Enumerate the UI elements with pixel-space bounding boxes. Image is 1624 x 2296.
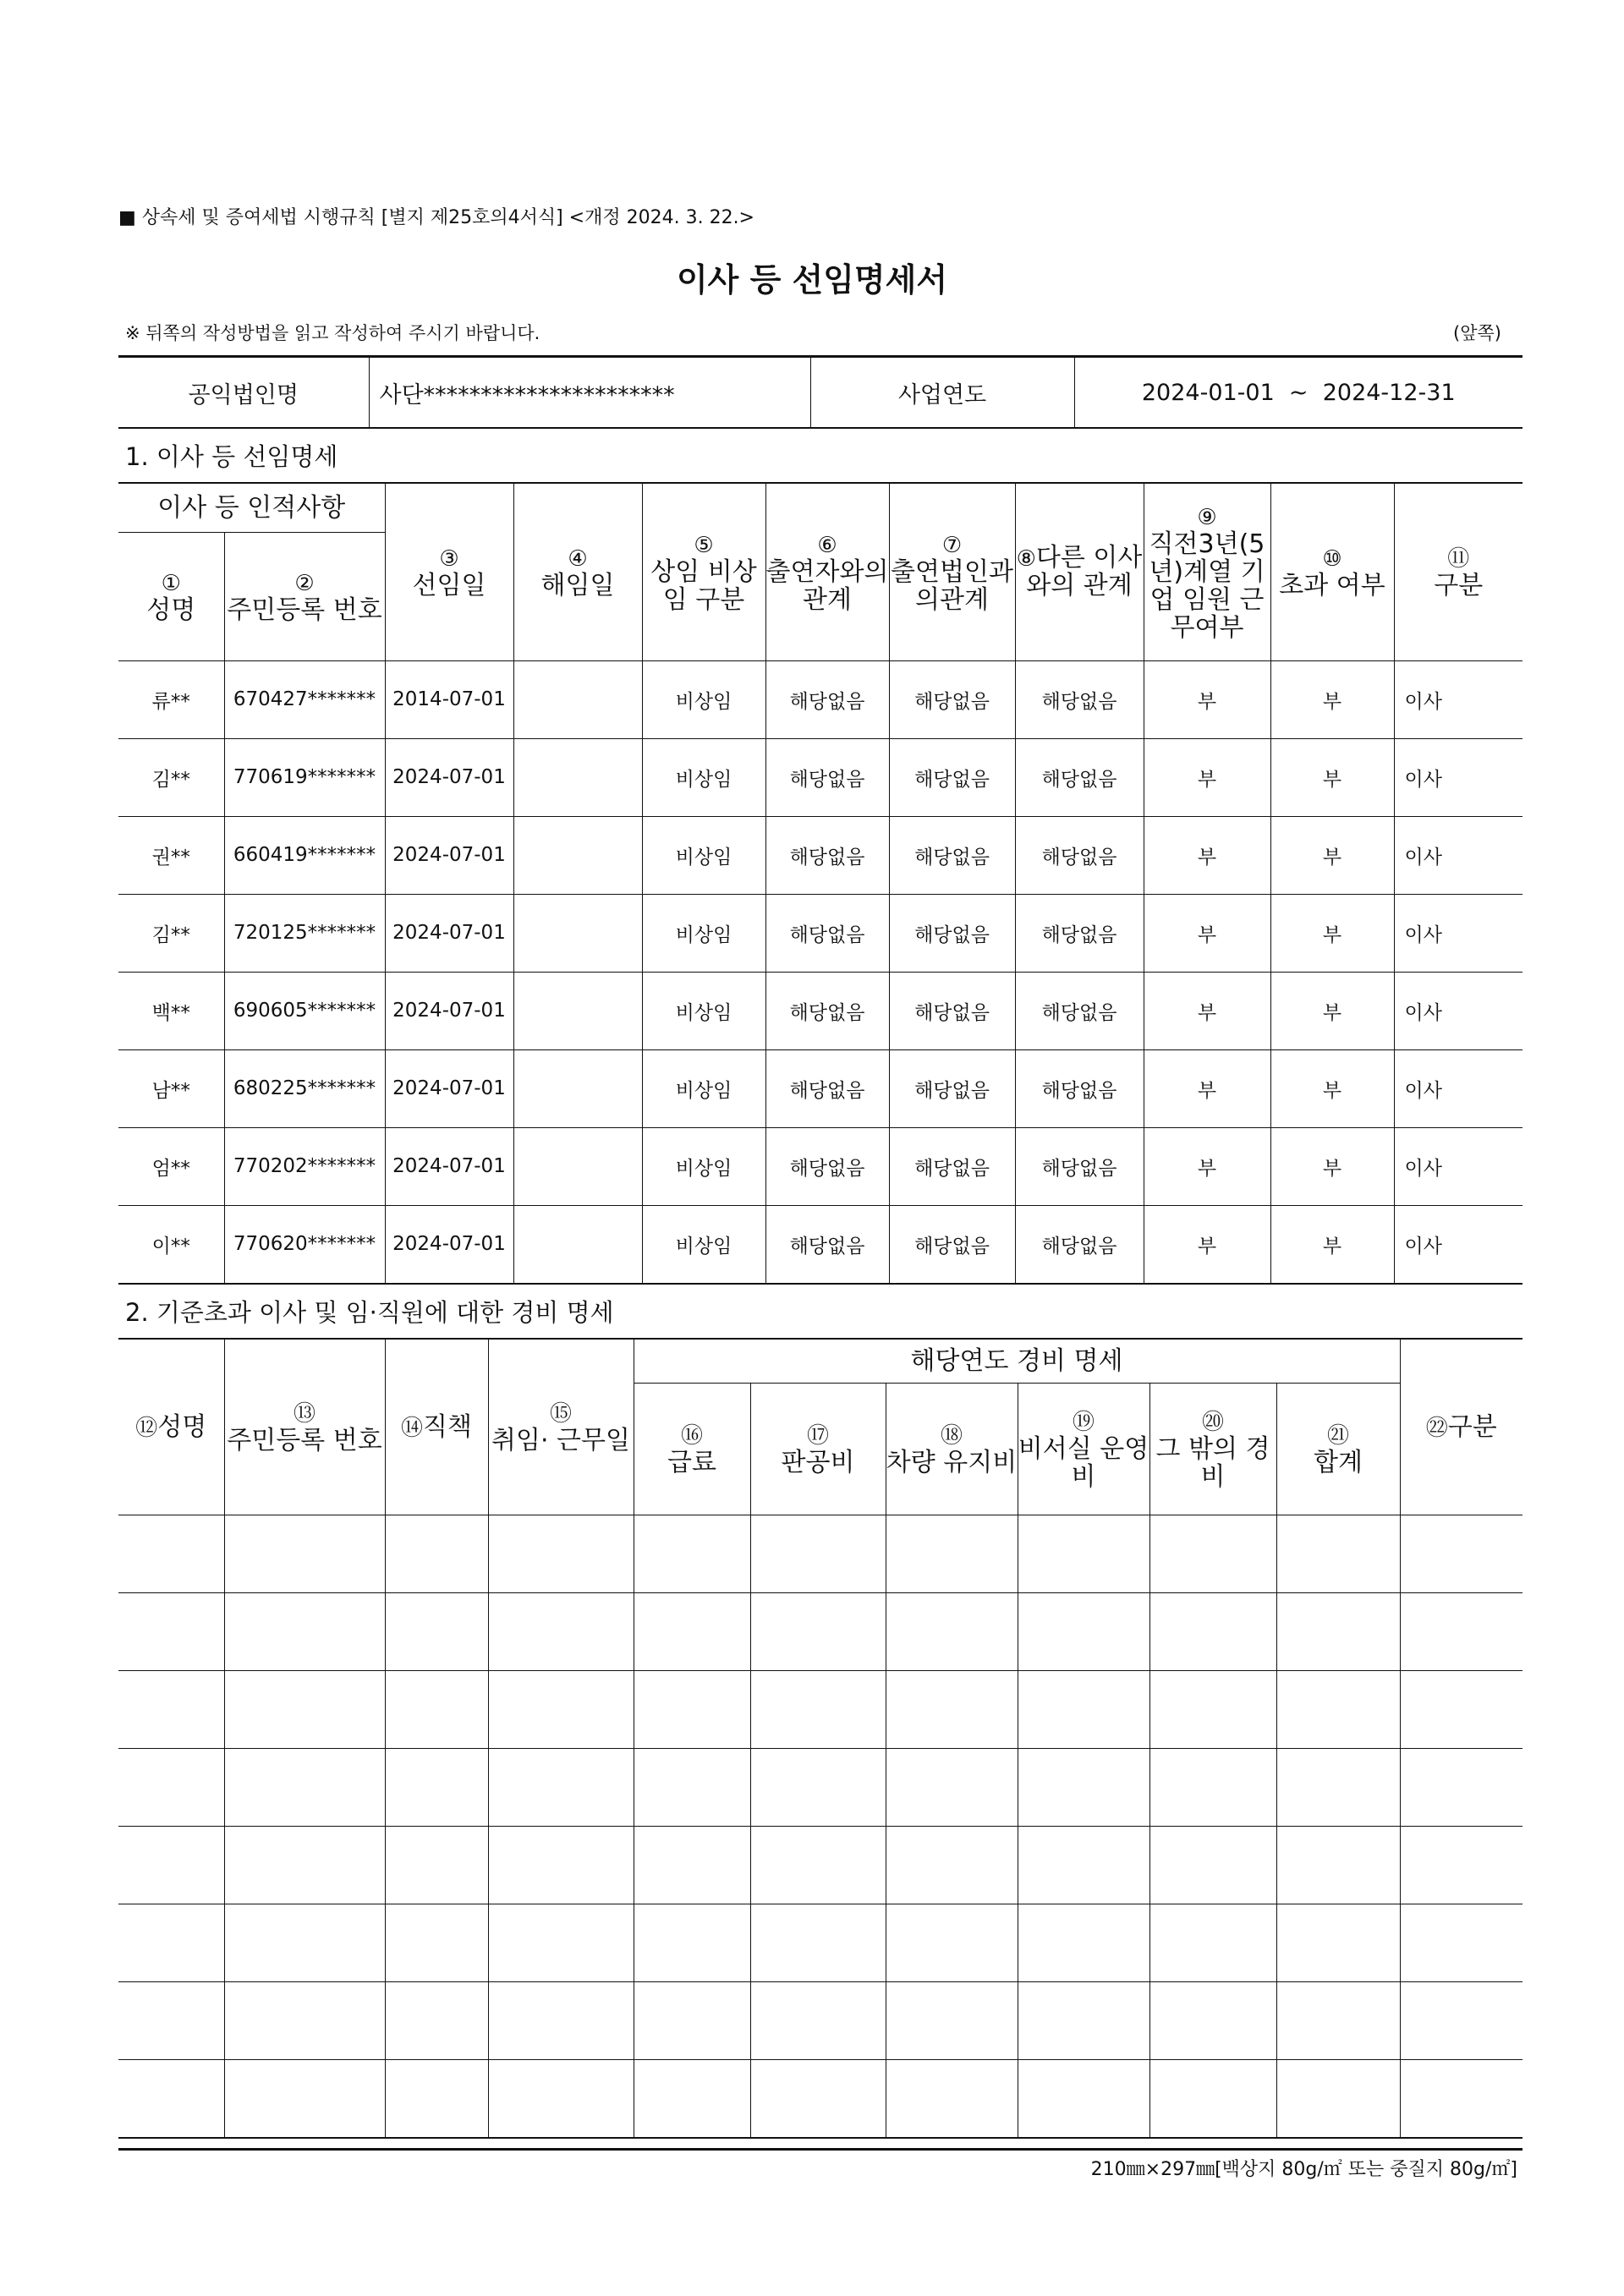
business-year-label: 사업연도	[810, 357, 1074, 429]
empty-cell[interactable]	[1149, 1826, 1276, 1904]
col-label: 성명	[146, 595, 196, 625]
table-row	[118, 1205, 1522, 1284]
cell-affiliate[interactable]: 부	[1144, 1049, 1270, 1127]
empty-cell[interactable]	[886, 1826, 1018, 1904]
col-number: ⑥	[817, 532, 837, 558]
cell-rel-donor[interactable]: 해당없음	[765, 894, 889, 972]
expense-group-header: 해당연도 경비 명세	[634, 1339, 1400, 1383]
empty-cell[interactable]	[224, 1748, 385, 1826]
cell-excess[interactable]: 부	[1270, 1205, 1394, 1284]
cell-appointed[interactable]: 2024-07-01	[385, 894, 513, 972]
cell-appointed[interactable]: 2024-07-01	[385, 1127, 513, 1205]
empty-cell[interactable]	[224, 1592, 385, 1670]
cell-rel-director[interactable]: 해당없음	[1015, 816, 1144, 894]
empty-cell[interactable]	[224, 1670, 385, 1748]
cell-rel-director[interactable]: 해당없음	[1015, 1049, 1144, 1127]
personal-info-group-header: 이사 등 인적사항	[118, 483, 385, 532]
cell-appointed[interactable]: 2014-07-01	[385, 660, 513, 738]
page-side-label: (앞쪽)	[1453, 323, 1501, 343]
cell-id[interactable]: 680225*******	[224, 1049, 385, 1127]
cell-id[interactable]: 690605*******	[224, 972, 385, 1049]
cell-rel-donor[interactable]: 해당없음	[765, 660, 889, 738]
col-label: 다른 이사와의 관계	[1026, 543, 1143, 601]
empty-cell[interactable]	[1400, 2059, 1522, 2138]
empty-cell[interactable]	[886, 1904, 1018, 1981]
table-row	[118, 660, 1522, 738]
col-number: ⑫	[135, 1415, 158, 1441]
cell-type[interactable]: 비상임	[642, 1127, 765, 1205]
section2-title: 2. 기준초과 이사 및 임·직원에 대한 경비 명세	[125, 1298, 614, 1327]
cell-rel-corp[interactable]: 해당없음	[889, 1127, 1015, 1205]
cell-appointed[interactable]: 2024-07-01	[385, 1049, 513, 1127]
table-row	[118, 738, 1522, 816]
cell-dismissed[interactable]	[513, 660, 642, 738]
empty-cell[interactable]	[385, 1515, 488, 1592]
empty-cell[interactable]	[1018, 1592, 1149, 1670]
cell-dismissed[interactable]	[513, 1049, 642, 1127]
col-dismissed	[513, 483, 642, 660]
cell-rel-director[interactable]: 해당없음	[1015, 738, 1144, 816]
empty-cell[interactable]	[1400, 1515, 1522, 1592]
empty-cell[interactable]	[1276, 1592, 1400, 1670]
col-appointed	[385, 483, 513, 660]
empty-cell[interactable]	[1400, 1670, 1522, 1748]
cell-type[interactable]: 비상임	[642, 660, 765, 738]
cell-category[interactable]: 이사	[1394, 972, 1522, 1049]
director-table	[118, 482, 1522, 1285]
col-number: ⑤	[694, 532, 714, 558]
empty-cell[interactable]	[750, 1748, 886, 1826]
empty-cell[interactable]	[1276, 1748, 1400, 1826]
col-label: 선임일	[412, 571, 486, 601]
empty-cell[interactable]	[118, 1981, 224, 2059]
cell-category[interactable]: 이사	[1394, 1049, 1522, 1127]
col-number: ⑱	[940, 1423, 963, 1449]
col-label: 직책	[423, 1411, 472, 1442]
cell-affiliate[interactable]: 부	[1144, 1205, 1270, 1284]
col-allowance	[750, 1383, 886, 1515]
cell-category[interactable]: 이사	[1394, 816, 1522, 894]
empty-cell[interactable]	[224, 1515, 385, 1592]
empty-cell[interactable]	[118, 1515, 224, 1592]
cell-rel-director[interactable]: 해당없음	[1015, 1205, 1144, 1284]
empty-cell[interactable]	[488, 2059, 634, 2138]
col-number: ⑦	[941, 532, 963, 558]
col-exp-name	[118, 1339, 224, 1515]
col-number: ㉒	[1425, 1415, 1448, 1441]
cell-affiliate[interactable]: 부	[1144, 894, 1270, 972]
col-label: 합계	[1314, 1448, 1363, 1477]
empty-cell[interactable]	[385, 2059, 488, 2138]
col-number: ⑮	[549, 1401, 572, 1427]
empty-cell[interactable]	[1276, 1904, 1400, 1981]
col-label: 주민등록 번호	[227, 1426, 382, 1456]
empty-cell[interactable]	[488, 1826, 634, 1904]
col-rel-director	[1015, 483, 1144, 660]
empty-cell[interactable]	[634, 1515, 750, 1592]
empty-cell[interactable]	[224, 1826, 385, 1904]
empty-cell[interactable]	[1018, 1981, 1149, 2059]
empty-cell[interactable]	[1018, 1904, 1149, 1981]
corp-name-label: 공익법인명	[188, 381, 299, 408]
empty-cell[interactable]	[1400, 1981, 1522, 2059]
table-row	[118, 1981, 1522, 2059]
col-number: ㉑	[1327, 1423, 1350, 1449]
empty-cell[interactable]	[1149, 1670, 1276, 1748]
col-exp-id	[224, 1339, 385, 1515]
cell-rel-corp[interactable]: 해당없음	[889, 894, 1015, 972]
cell-category[interactable]: 이사	[1394, 894, 1522, 972]
cell-excess[interactable]: 부	[1270, 1049, 1394, 1127]
empty-cell[interactable]	[886, 1515, 1018, 1592]
col-name	[118, 532, 224, 660]
table-row	[118, 1670, 1522, 1748]
empty-cell[interactable]	[118, 1748, 224, 1826]
cell-rel-donor[interactable]: 해당없음	[765, 816, 889, 894]
cell-name[interactable]: 엄**	[118, 1127, 224, 1205]
cell-rel-donor[interactable]: 해당없음	[765, 738, 889, 816]
empty-cell[interactable]	[1276, 1515, 1400, 1592]
col-number: ③	[439, 546, 459, 573]
cell-id[interactable]: 770620*******	[224, 1205, 385, 1284]
table-row	[118, 1127, 1522, 1205]
cell-dismissed[interactable]	[513, 738, 642, 816]
cell-dismissed[interactable]	[513, 1127, 642, 1205]
col-other	[1149, 1383, 1276, 1515]
col-total	[1276, 1383, 1400, 1515]
cell-affiliate[interactable]: 부	[1144, 972, 1270, 1049]
empty-cell[interactable]	[1400, 1904, 1522, 1981]
empty-cell[interactable]	[1276, 1670, 1400, 1748]
cell-excess[interactable]: 부	[1270, 816, 1394, 894]
cell-rel-director[interactable]: 해당없음	[1015, 660, 1144, 738]
empty-cell[interactable]	[488, 1515, 634, 1592]
col-number: ⑭	[401, 1415, 424, 1441]
empty-cell[interactable]	[224, 1904, 385, 1981]
col-label: 해임일	[540, 571, 615, 601]
col-number: ⑰	[806, 1423, 829, 1449]
col-number: ⑳	[1201, 1409, 1224, 1435]
empty-cell[interactable]	[1149, 1515, 1276, 1592]
col-number: ②	[294, 571, 315, 596]
table-row	[118, 1592, 1522, 1670]
empty-cell[interactable]	[750, 1515, 886, 1592]
empty-cell[interactable]	[886, 1670, 1018, 1748]
cell-excess[interactable]: 부	[1270, 1127, 1394, 1205]
empty-cell[interactable]	[224, 1981, 385, 2059]
cell-excess[interactable]: 부	[1270, 972, 1394, 1049]
col-number: ⑨	[1197, 504, 1217, 530]
cell-type[interactable]: 비상임	[642, 1205, 765, 1284]
col-label: 성명	[157, 1411, 207, 1442]
empty-cell[interactable]	[1276, 1826, 1400, 1904]
cell-dismissed[interactable]	[513, 894, 642, 972]
cell-appointed[interactable]: 2024-07-01	[385, 1205, 513, 1284]
form-reference: ■ 상속세 및 증여세법 시행규칙 [별지 제25호의4서식] <개정 2024. 3. 22.>	[118, 207, 754, 228]
cell-rel-corp[interactable]: 해당없음	[889, 816, 1015, 894]
empty-cell[interactable]	[634, 1981, 750, 2059]
table-row	[118, 816, 1522, 894]
cell-type[interactable]: 비상임	[642, 1049, 765, 1127]
table-row	[118, 1515, 1522, 1592]
col-excess	[1270, 483, 1394, 660]
empty-cell[interactable]	[118, 1826, 224, 1904]
table-row	[118, 894, 1522, 972]
empty-cell[interactable]	[1400, 1592, 1522, 1670]
col-number: ⑲	[1072, 1409, 1095, 1435]
empty-cell[interactable]	[634, 1592, 750, 1670]
empty-cell[interactable]	[1276, 1981, 1400, 2059]
corporation-info-table	[118, 355, 1522, 429]
empty-cell[interactable]	[1149, 1592, 1276, 1670]
empty-cell[interactable]	[488, 1670, 634, 1748]
cell-rel-director[interactable]: 해당없음	[1015, 894, 1144, 972]
empty-cell[interactable]	[634, 1826, 750, 1904]
cell-rel-corp[interactable]: 해당없음	[889, 660, 1015, 738]
col-number: ⑧	[1016, 546, 1036, 573]
section1-title: 1. 이사 등 선임명세	[125, 442, 338, 471]
table-row	[118, 1904, 1522, 1981]
empty-cell[interactable]	[1018, 2059, 1149, 2138]
col-id	[224, 532, 385, 660]
col-affiliate	[1144, 483, 1270, 660]
cell-rel-donor[interactable]: 해당없음	[765, 1205, 889, 1284]
col-number: ①	[161, 571, 181, 596]
col-salary	[634, 1383, 750, 1515]
expense-table	[118, 1338, 1522, 2139]
empty-cell[interactable]	[886, 1981, 1018, 2059]
cell-excess[interactable]: 부	[1270, 894, 1394, 972]
empty-cell[interactable]	[750, 1670, 886, 1748]
empty-cell[interactable]	[634, 1748, 750, 1826]
cell-name[interactable]: 김**	[118, 738, 224, 816]
cell-appointed[interactable]: 2024-07-01	[385, 816, 513, 894]
cell-name[interactable]: 백**	[118, 972, 224, 1049]
instruction-note: ※ 뒤쪽의 작성방법을 읽고 작성하여 주시기 바랍니다.	[125, 323, 540, 343]
col-rel-donor	[765, 483, 889, 660]
cell-type[interactable]: 비상임	[642, 894, 765, 972]
empty-cell[interactable]	[750, 1904, 886, 1981]
cell-dismissed[interactable]	[513, 1205, 642, 1284]
col-label: 급료	[667, 1448, 716, 1477]
cell-name[interactable]: 류**	[118, 660, 224, 738]
col-number: ⑯	[680, 1423, 703, 1449]
col-label: 초과 여부	[1279, 571, 1385, 601]
corp-name-value[interactable]: 사단**********************	[369, 357, 810, 429]
col-label: 판공비	[781, 1448, 855, 1477]
cell-type[interactable]: 비상임	[642, 816, 765, 894]
document-title: 이사 등 선임명세서	[676, 261, 948, 299]
cell-category[interactable]: 이사	[1394, 1205, 1522, 1284]
empty-cell[interactable]	[385, 1670, 488, 1748]
col-label: 비서실 운영비	[1018, 1433, 1149, 1492]
empty-cell[interactable]	[488, 1904, 634, 1981]
cell-affiliate[interactable]: 부	[1144, 1127, 1270, 1205]
cell-rel-donor[interactable]: 해당없음	[765, 1127, 889, 1205]
empty-cell[interactable]	[385, 1904, 488, 1981]
empty-cell[interactable]	[1149, 1981, 1276, 2059]
cell-rel-corp[interactable]: 해당없음	[889, 738, 1015, 816]
cell-name[interactable]: 이**	[118, 1205, 224, 1284]
col-rel-corp	[889, 483, 1015, 660]
cell-category[interactable]: 이사	[1394, 1127, 1522, 1205]
cell-rel-donor[interactable]: 해당없음	[765, 1049, 889, 1127]
col-label: 차량 유지비	[886, 1448, 1018, 1477]
col-number: ⑩	[1322, 546, 1342, 573]
col-label: 취임· 근무일	[491, 1426, 630, 1456]
empty-cell[interactable]	[634, 1904, 750, 1981]
empty-cell[interactable]	[750, 1981, 886, 2059]
cell-dismissed[interactable]	[513, 816, 642, 894]
cell-affiliate[interactable]: 부	[1144, 816, 1270, 894]
cell-id[interactable]: 770202*******	[224, 1127, 385, 1205]
cell-affiliate[interactable]: 부	[1144, 738, 1270, 816]
empty-cell[interactable]	[750, 1826, 886, 1904]
col-type	[642, 483, 765, 660]
table-row	[118, 1049, 1522, 1127]
cell-rel-corp[interactable]: 해당없음	[889, 1049, 1015, 1127]
empty-cell[interactable]	[1018, 1748, 1149, 1826]
cell-id[interactable]: 670427*******	[224, 660, 385, 738]
empty-cell[interactable]	[385, 1981, 488, 2059]
empty-cell[interactable]	[488, 1981, 634, 2059]
table-row	[118, 972, 1522, 1049]
paper-spec-footer: 210㎜×297㎜[백상지 80g/㎡ 또는 중질지 80g/㎡]	[1090, 2159, 1517, 2180]
col-number: ⑬	[293, 1401, 315, 1427]
col-label: 출연법인과의관계	[891, 556, 1013, 615]
empty-cell[interactable]	[886, 2059, 1018, 2138]
col-exp-position	[385, 1339, 488, 1515]
table-row	[118, 1826, 1522, 1904]
col-number: ⑪	[1447, 546, 1470, 573]
cell-name[interactable]: 남**	[118, 1049, 224, 1127]
empty-cell[interactable]	[634, 2059, 750, 2138]
cell-category[interactable]: 이사	[1394, 660, 1522, 738]
cell-type[interactable]: 비상임	[642, 972, 765, 1049]
col-label: 출연자와의 관계	[765, 556, 889, 615]
empty-cell[interactable]	[634, 1670, 750, 1748]
empty-cell[interactable]	[750, 2059, 886, 2138]
col-label: 구분	[1434, 571, 1484, 601]
empty-cell[interactable]	[1400, 1748, 1522, 1826]
empty-cell[interactable]	[1149, 1904, 1276, 1981]
cell-name[interactable]: 김**	[118, 894, 224, 972]
col-category	[1394, 483, 1522, 660]
empty-cell[interactable]	[886, 1748, 1018, 1826]
cell-rel-donor[interactable]: 해당없음	[765, 972, 889, 1049]
table-row	[118, 1748, 1522, 1826]
empty-cell[interactable]	[118, 2059, 224, 2138]
empty-cell[interactable]	[1400, 1826, 1522, 1904]
empty-cell[interactable]	[1018, 1826, 1149, 1904]
col-label: 직전3년(5년)계열 기업 임원 근무여부	[1149, 529, 1265, 643]
empty-cell[interactable]	[488, 1748, 634, 1826]
cell-excess[interactable]: 부	[1270, 660, 1394, 738]
col-label: 그 밖의 경비	[1155, 1433, 1270, 1492]
empty-cell[interactable]	[385, 1826, 488, 1904]
col-exp-category	[1400, 1339, 1522, 1515]
empty-cell[interactable]	[1149, 2059, 1276, 2138]
empty-cell[interactable]	[385, 1592, 488, 1670]
empty-cell[interactable]	[1018, 1515, 1149, 1592]
cell-excess[interactable]: 부	[1270, 738, 1394, 816]
cell-id[interactable]: 660419*******	[224, 816, 385, 894]
cell-rel-corp[interactable]: 해당없음	[889, 972, 1015, 1049]
cell-dismissed[interactable]	[513, 972, 642, 1049]
cell-appointed[interactable]: 2024-07-01	[385, 972, 513, 1049]
col-label: 상임 비상임 구분	[650, 556, 757, 615]
empty-cell[interactable]	[118, 1592, 224, 1670]
empty-cell[interactable]	[1276, 2059, 1400, 2138]
bottom-divider	[118, 2148, 1522, 2151]
cell-rel-corp[interactable]: 해당없음	[889, 1205, 1015, 1284]
col-number: ④	[568, 546, 588, 573]
cell-appointed[interactable]: 2024-07-01	[385, 738, 513, 816]
empty-cell[interactable]	[118, 1670, 224, 1748]
empty-cell[interactable]	[488, 1592, 634, 1670]
empty-cell[interactable]	[750, 1592, 886, 1670]
cell-category[interactable]: 이사	[1394, 738, 1522, 816]
cell-id[interactable]: 720125*******	[224, 894, 385, 972]
empty-cell[interactable]	[224, 2059, 385, 2138]
empty-cell[interactable]	[1149, 1748, 1276, 1826]
cell-name[interactable]: 권**	[118, 816, 224, 894]
business-year-value[interactable]: 2024-01-01 ~ 2024-12-31	[1074, 357, 1522, 429]
col-secretary	[1018, 1383, 1149, 1515]
empty-cell[interactable]	[118, 1904, 224, 1981]
cell-rel-director[interactable]: 해당없음	[1015, 1127, 1144, 1205]
cell-affiliate[interactable]: 부	[1144, 660, 1270, 738]
cell-type[interactable]: 비상임	[642, 738, 765, 816]
table-row	[118, 2059, 1522, 2138]
col-label: 주민등록 번호	[227, 595, 382, 625]
empty-cell[interactable]	[385, 1748, 488, 1826]
empty-cell[interactable]	[1018, 1670, 1149, 1748]
cell-rel-director[interactable]: 해당없음	[1015, 972, 1144, 1049]
empty-cell[interactable]	[886, 1592, 1018, 1670]
col-label: 구분	[1447, 1411, 1497, 1442]
col-vehicle	[886, 1383, 1018, 1515]
cell-id[interactable]: 770619*******	[224, 738, 385, 816]
col-exp-tenure	[488, 1339, 634, 1515]
